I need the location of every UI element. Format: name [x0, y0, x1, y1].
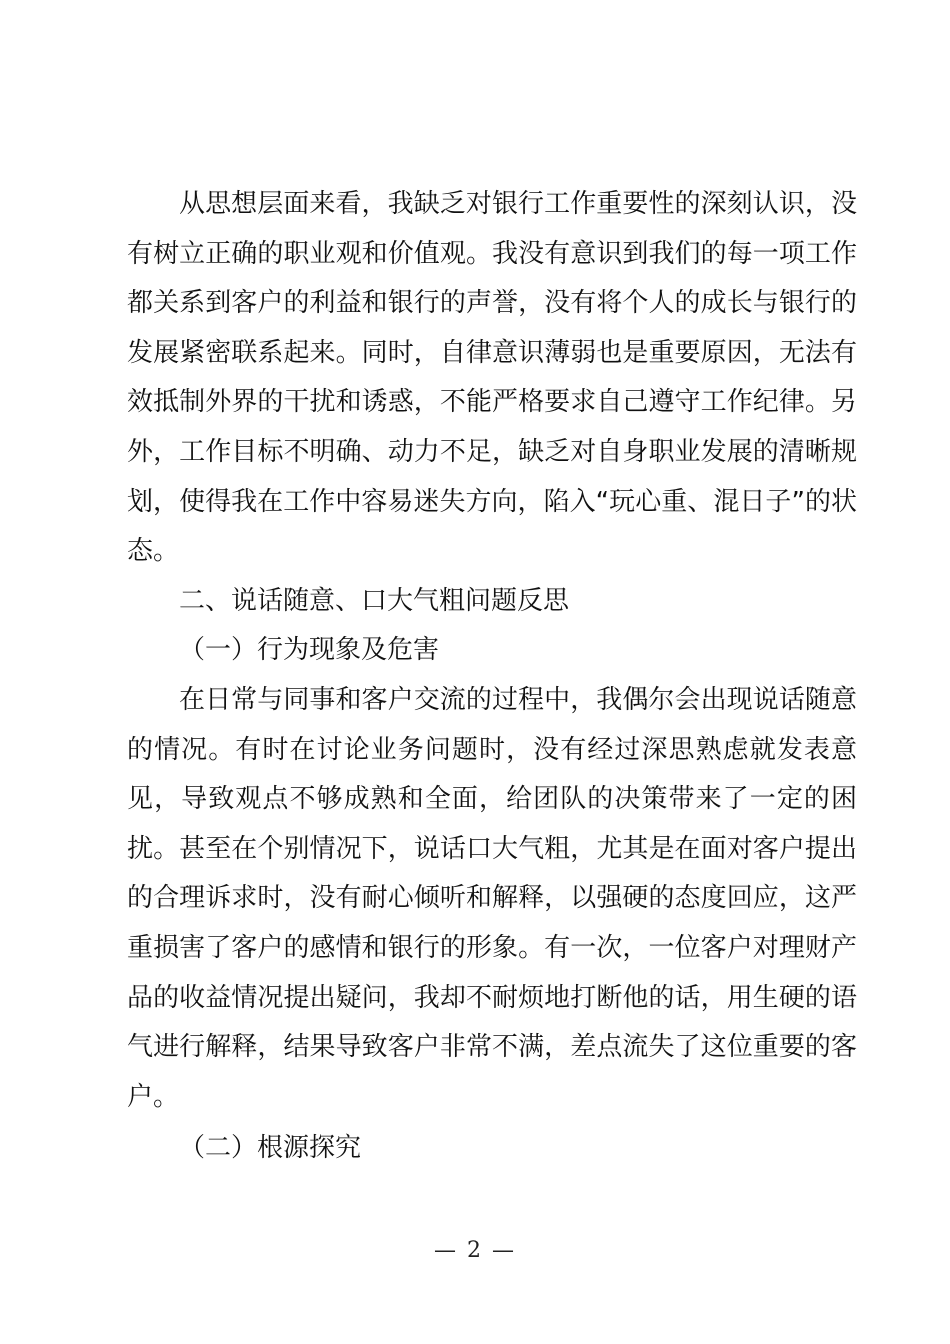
document-body [127, 180, 857, 1174]
section-heading-two: 二、说话随意、口大气粗问题反思 [179, 585, 570, 616]
subsection-heading-one: （一）行为现象及危害 [179, 635, 440, 666]
paragraph-thinking-level: 从思想层面来看，我缺乏对银行工作重要性的深刻认识，没有树立正确的职业观和价值观。我没有意识到我们的每一项工作都关系到客户的利益和银行的声誉，没有将个人的成长与银行的发展紧密联系起来。同时，自律意识薄弱也是重要原因，无法有效抵制外界的干扰和诱惑，不能严格要求自己遵守工作纪律。另外，工作目标不明确、动力不足，缺乏对自身职业发展的清晰规划，使得我在工作中容易迷失方向，陷入“玩心重、混日子”的状态。 [127, 189, 857, 567]
paragraph-behavior: 在日常与同事和客户交流的过程中，我偶尔会出现说话随意的情况。有时在讨论业务问题时，没有经过深思熟虑就发表意见，导致观点不够成熟和全面，给团队的决策带来了一定的困扰。甚至在个别情况下，说话口大气粗，尤其是在面对客户提出的合理诉求时，没有耐心倾听和解释，以强硬的态度回应，这严重损害了客户的感情和银行的形象。有一次，一位客户对理财产品的收益情况提出疑问，我却不耐烦地打断他的话，用生硬的语气进行解释，结果导致客户非常不满，差点流失了这位重要的客户。 [127, 684, 857, 1112]
subsection-heading-two: （二）根源探究 [179, 1133, 362, 1164]
page-number: — 2 — [434, 1238, 516, 1263]
